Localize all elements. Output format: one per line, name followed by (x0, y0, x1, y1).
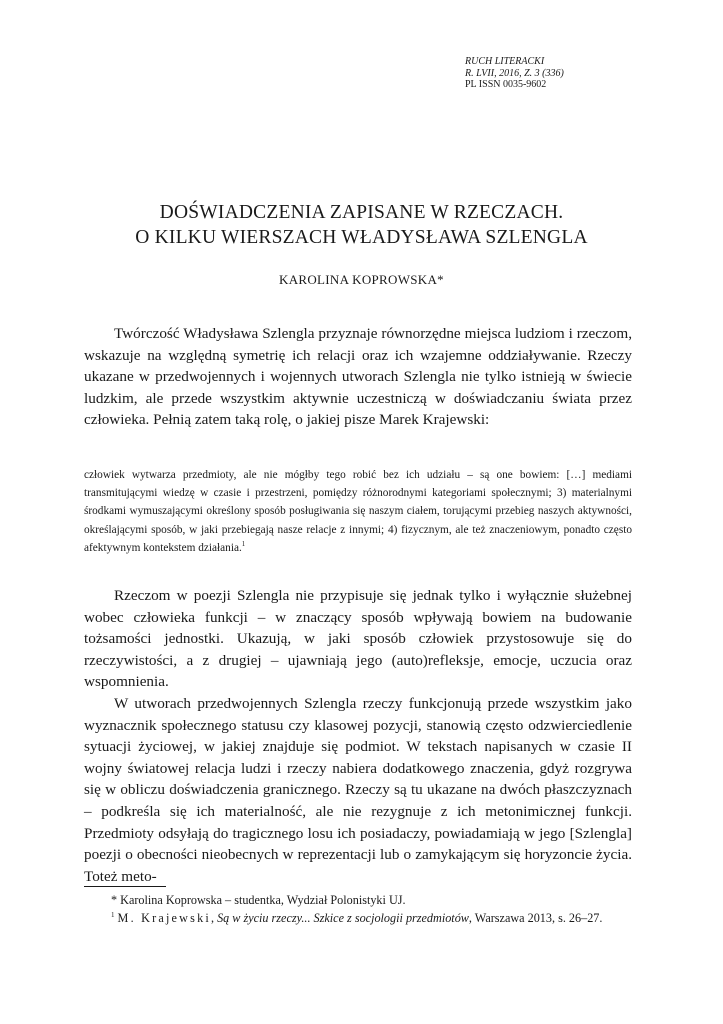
journal-header (465, 56, 625, 91)
journal-name: RUCH LITERACKI (465, 56, 545, 67)
article-author: KAROLINA KOPROWSKA* (279, 272, 444, 287)
paragraph-1: Twórczość Władysława Szlengla przyznaje równorzędne miejsca ludziom i rzeczom, wskazuje na względną symetrię ich relacji oraz ich wzajemne oddziaływanie. Rzeczy ukazane w przedwojennych i wojennych utworach Szlengla nie tylko istnieją w świecie ludzkim, ale przede wszystkim aktywnie uczestniczą w doświadczaniu świata przez człowieka. Pełnią zatem taką rolę, o jakiej pisze Marek Krajewski: (84, 325, 632, 429)
block-quote (84, 466, 632, 557)
journal-issn: PL ISSN 0035-9602 (465, 79, 547, 90)
quote-text: człowiek wytwarza przedmioty, ale nie mógłby tego robić bez ich udziału – są one bowiem: […] mediami transmitującymi wiedzę w czasie i przestrzeni, pomiędzy różnorodnymi kategoriami społecznymi; 3) materialnymi środkami wymuszającymi określony sposób posługiwania się naszym ciałem, torującymi przebieg naszych aktywności, określającymi sposób, w jaki przebiegają nasze relacje z innymi; 4) fizycznym, ale też znaczeniowym, ponadto często afektywnym kontekstem działania. (84, 469, 632, 554)
footnote-1-title: Są w życiu rzeczy... Szkice z socjologii przedmiotów (217, 911, 469, 925)
paragraph-3: W utworach przedwojennych Szlengla rzeczy funkcjonują przede wszystkim jako wyznacznik społecznego statusu czy klasowej pozycji, stanowią często odzwierciedlenie sytuacji życiowej, w jakiej znajduje się podmiot. W tekstach napisanych w czasie II wojny światowej relacja ludzi i rzeczy nabiera dodatkowego znaczenia, gdyż rozgrywa się w obliczu doświadczenia granicznego. Rzeczy są tu ukazane na dwóch płaszczyznach – podkreśla się ich materialność, ale nie rezygnuje z ich metonimicznej funkcji. Przedmioty odsyłają do tragicznego losu ich posiadaczy, powiadamiają w jego [Szlengla] poezji o obecności nieobecnych w reprezentacji lub o zamykającym się horyzoncie życia. Toteż meto- (84, 695, 632, 885)
footnote-1-number: 1 (111, 910, 115, 919)
footnote-1-author: M. Krajewski (117, 911, 211, 925)
title-line-2: O KILKU WIERSZACH WŁADYSŁAWA SZLENGLA (135, 227, 588, 248)
footnote-1 (84, 910, 632, 927)
footnote-star: * Karolina Koprowska – studentka, Wydział Polonistyki UJ. (111, 893, 406, 907)
article-title (80, 200, 643, 250)
footnote-1-separator: , (210, 911, 218, 925)
paragraph-2: Rzeczom w poezji Szlengla nie przypisuje się jednak tylko i wyłącznie służebnej wobec człowieka funkcji – w znaczący sposób wpływają bowiem na budowanie tożsamości jednostki. Ukazują, w jaki sposób człowiek przystosowuje się do rzeczywistości, a z drugiej – ujawniają jego (auto)refleksje, emocje, uczucia oraz wspomnienia. (84, 587, 632, 691)
footnote-divider (84, 886, 166, 887)
title-line-1: DOŚWIADCZENIA ZAPISANE W RZECZACH. (159, 202, 564, 223)
footnote-1-details: , Warszawa 2013, s. 26–27. (468, 911, 603, 925)
footnote-ref-1[interactable]: 1 (241, 540, 246, 549)
journal-volume: R. LVII, 2016, Z. 3 (336) (465, 67, 564, 79)
